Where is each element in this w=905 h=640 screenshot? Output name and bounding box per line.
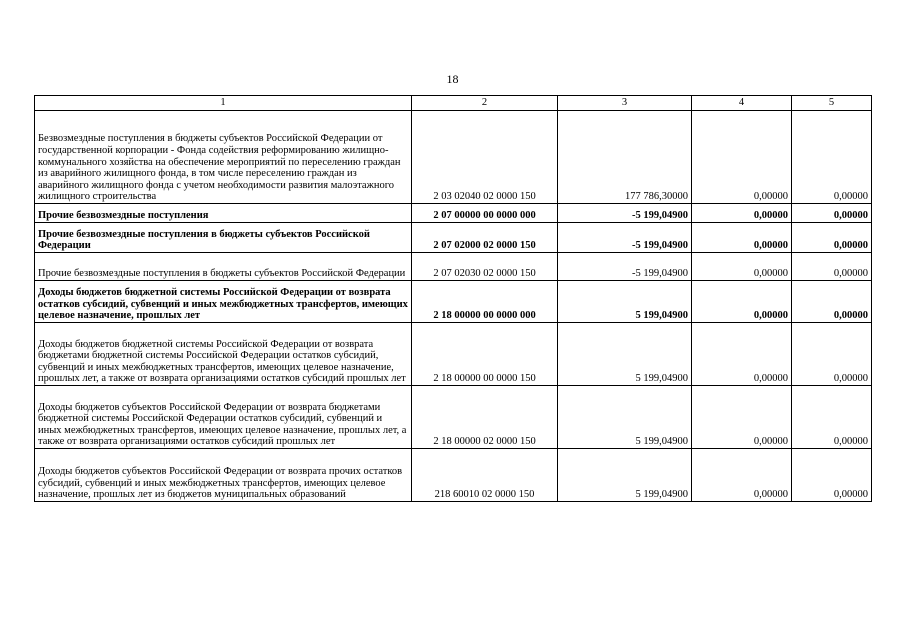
row-value-col3: -5 199,04900	[558, 223, 692, 253]
table-row	[35, 204, 872, 223]
row-code: 2 03 02040 02 0000 150	[412, 111, 558, 204]
row-value-col3: 5 199,04900	[558, 281, 692, 323]
row-value-col3: -5 199,04900	[558, 253, 692, 281]
column-header: 2	[412, 96, 558, 111]
row-value-col4: 0,00000	[692, 253, 792, 281]
row-value-col4: 0,00000	[692, 449, 792, 502]
row-description: Доходы бюджетов субъектов Российской Федерации от возврата прочих остатков субсидий, субвенций и иных межбюджетных трансфертов, имеющих целевое назначение, прошлых лет из бюджетов муниципальных образований	[35, 449, 412, 502]
row-code: 218 60010 02 0000 150	[412, 449, 558, 502]
table-row	[35, 281, 872, 323]
row-description: Доходы бюджетов бюджетной системы Российской Федерации от возврата бюджетами бюджетной системы Российской Федерации остатков субсидий, субвенций и иных межбюджетных трансфертов, имеющих целевое назначение, прошлых лет, а также от возврата организациями остатков субсидий прошлых лет	[35, 323, 412, 386]
row-value-col3: 177 786,30000	[558, 111, 692, 204]
row-value-col4: 0,00000	[692, 223, 792, 253]
row-value-col5: 0,00000	[792, 323, 872, 386]
row-value-col4: 0,00000	[692, 323, 792, 386]
row-code: 2 07 02000 02 0000 150	[412, 223, 558, 253]
row-value-col5: 0,00000	[792, 386, 872, 449]
row-value-col4: 0,00000	[692, 281, 792, 323]
table-row	[35, 223, 872, 253]
table-row	[35, 253, 872, 281]
row-value-col3: 5 199,04900	[558, 386, 692, 449]
table-row	[35, 449, 872, 502]
row-value-col5: 0,00000	[792, 281, 872, 323]
row-code: 2 18 00000 00 0000 000	[412, 281, 558, 323]
row-value-col4: 0,00000	[692, 386, 792, 449]
row-description: Доходы бюджетов бюджетной системы Российской Федерации от возврата остатков субсидий, субвенций и иных межбюджетных трансфертов, имеющих целевое назначение, прошлых лет	[35, 281, 412, 323]
row-description: Доходы бюджетов субъектов Российской Федерации от возврата бюджетами бюджетной системы Российской Федерации остатков субсидий, субвенций и иных межбюджетных трансфертов, имеющих целевое назначение, прошлых лет, а также от возврата организациями остатков субсидий прошлых лет	[35, 386, 412, 449]
column-header: 5	[792, 96, 872, 111]
row-value-col3: 5 199,04900	[558, 449, 692, 502]
row-code: 2 07 02030 02 0000 150	[412, 253, 558, 281]
page-number: 18	[446, 72, 459, 86]
row-value-col3: -5 199,04900	[558, 204, 692, 223]
table-row	[35, 111, 872, 204]
row-value-col5: 0,00000	[792, 223, 872, 253]
table-header-row	[35, 96, 872, 111]
row-value-col4: 0,00000	[692, 204, 792, 223]
column-header: 3	[558, 96, 692, 111]
row-value-col3: 5 199,04900	[558, 323, 692, 386]
column-header: 4	[692, 96, 792, 111]
row-value-col5: 0,00000	[792, 111, 872, 204]
table-row	[35, 386, 872, 449]
row-description: Прочие безвозмездные поступления	[35, 204, 412, 223]
row-value-col5: 0,00000	[792, 449, 872, 502]
row-description: Прочие безвозмездные поступления в бюджеты субъектов Российской Федерации	[35, 223, 412, 253]
revenue-table	[34, 95, 872, 502]
row-description: Безвозмездные поступления в бюджеты субъектов Российской Федерации от государственной корпорации - Фонда содействия реформированию жилищно-коммунального хозяйства на обеспечение мероприятий по переселению граждан из аварийного жилищного фонда, в том числе переселению граждан из аварийного жилищного фонда с учетом необходимости развития малоэтажного жилищного строительства	[35, 111, 412, 204]
row-value-col5: 0,00000	[792, 204, 872, 223]
row-value-col5: 0,00000	[792, 253, 872, 281]
row-code: 2 18 00000 00 0000 150	[412, 323, 558, 386]
row-description: Прочие безвозмездные поступления в бюджеты субъектов Российской Федерации	[35, 253, 412, 281]
row-code: 2 07 00000 00 0000 000	[412, 204, 558, 223]
row-code: 2 18 00000 02 0000 150	[412, 386, 558, 449]
column-header: 1	[35, 96, 412, 111]
table-row	[35, 323, 872, 386]
row-value-col4: 0,00000	[692, 111, 792, 204]
